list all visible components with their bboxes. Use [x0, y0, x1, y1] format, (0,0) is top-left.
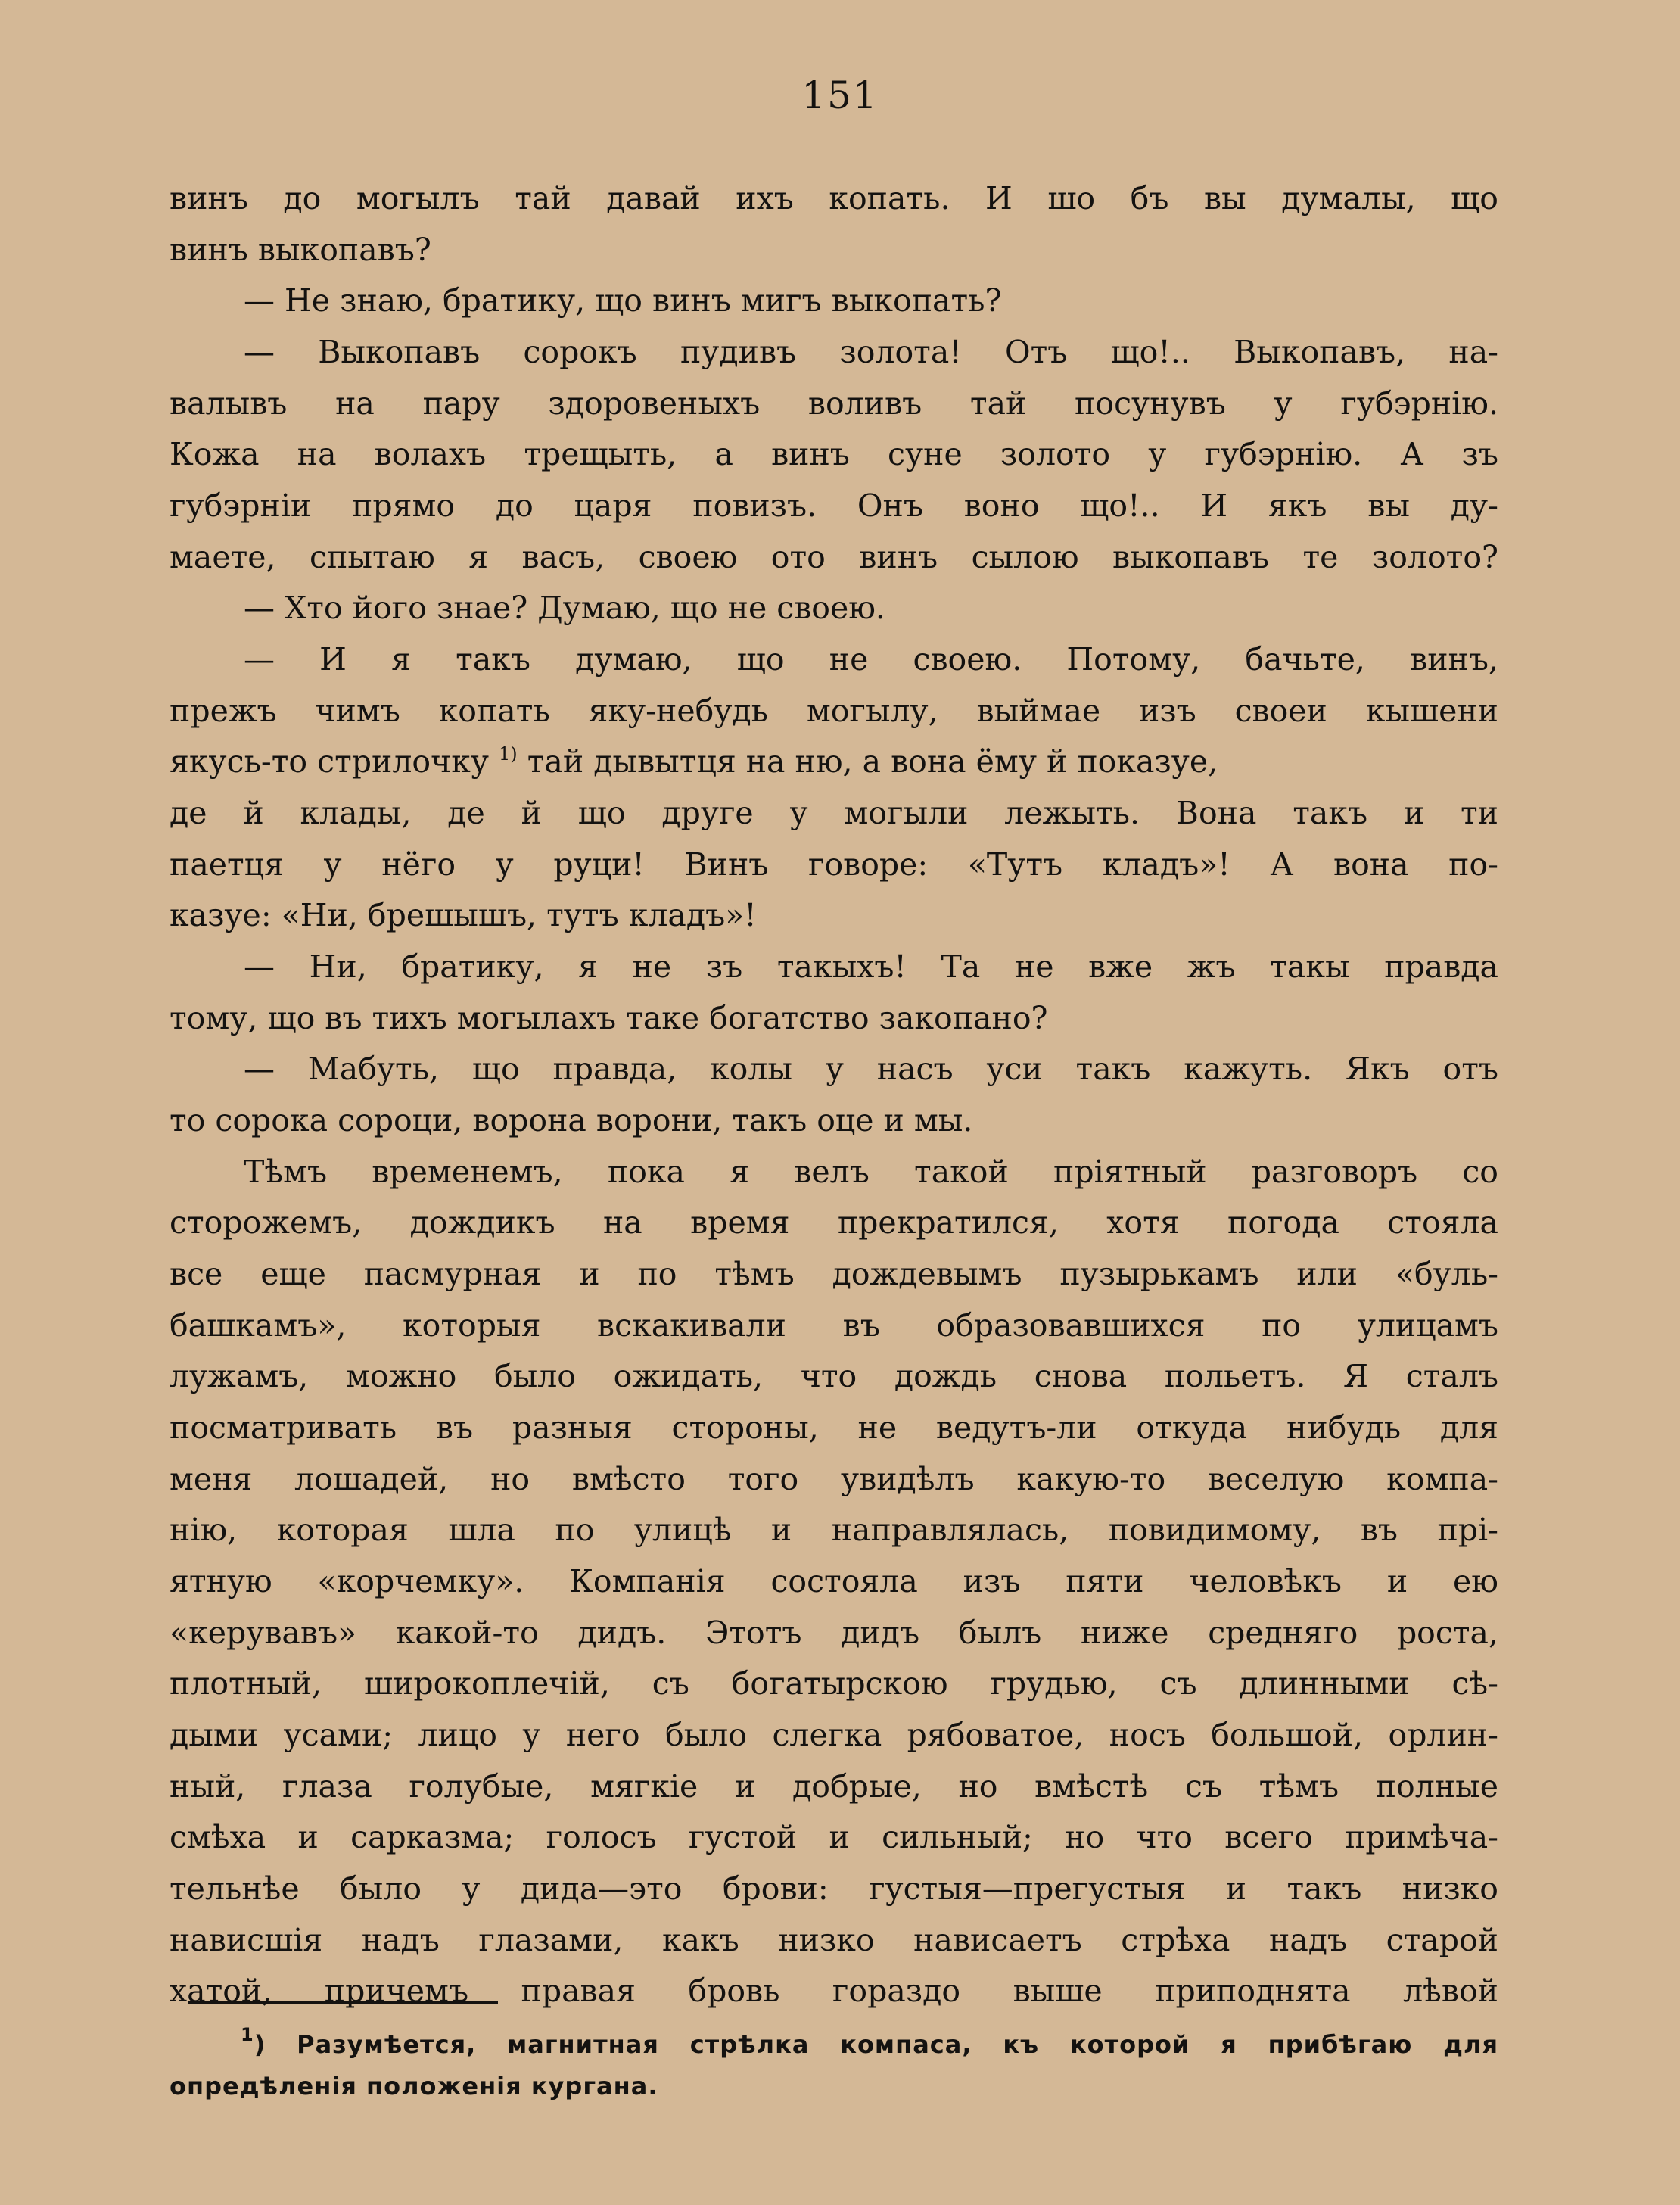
text-line: винъ выкопавъ?: [170, 232, 431, 268]
page-number: 151: [801, 73, 879, 117]
text-line: — Не знаю, братику, що винъ мигъ выкопать?: [244, 282, 1002, 319]
text-line: — И я такъ думаю, що не своею. Потому, бачьте, винъ,: [244, 641, 1498, 677]
text-line-with-footnote-ref: [170, 736, 1498, 787]
footnote-reference: [499, 743, 518, 765]
text-line: сторожемъ, дождикъ на время прекратился, хотя погода стояла: [170, 1204, 1498, 1241]
text-line: хатой, причемъ правая бровь гораздо выше приподнята лѣвой: [170, 1973, 1498, 2009]
text-line: паетця у нёго у руци! Винъ говоре: «Тутъ кладъ»! А вона по-: [170, 846, 1498, 883]
text-line: — Выкопавъ сорокъ пудивъ золота! Отъ що!.. Выкопавъ, на-: [244, 334, 1498, 370]
text-line: «керувавъ» какой-то дидъ. Этотъ дидъ былъ ниже средняго роста,: [170, 1615, 1498, 1651]
footnote-separator: [188, 2001, 498, 2004]
text-segment: тай дывытця на ню, а вона ёму й показуе,: [527, 743, 1218, 780]
text-line: посматривать въ разныя стороны, не ведутъ-ли откуда нибудь для: [170, 1409, 1498, 1446]
footnote-text: ) Разумѣется, магнитная стрѣлка компаса, къ которой я прибѣгаю для: [254, 2030, 1498, 2059]
text-line: лужамъ, можно было ожидать, что дождь снова польетъ. Я сталъ: [170, 1358, 1498, 1394]
text-segment: якусь-то стрилочку: [170, 743, 489, 780]
text-line: губэрнiи прямо до царя повизъ. Онъ воно що!.. И якъ вы ду-: [170, 487, 1498, 524]
text-line: валывъ на пару здоровеныхъ воливъ тай посунувъ у губэрнiю.: [170, 385, 1498, 422]
text-line: маете, спытаю я васъ, своею ото винъ сылою выкопавъ те золото?: [170, 539, 1498, 575]
text-line: тому, що въ тихъ могылахъ таке богатство закопано?: [170, 1000, 1048, 1036]
text-line: — Хто його знае? Думаю, що не своею.: [244, 590, 885, 626]
footnote-line: опредѣленiя положенiя кургана.: [170, 2072, 658, 2101]
text-line: — Мабуть, що правда, колы у насъ уси такъ кажуть. Якъ отъ: [244, 1051, 1498, 1087]
text-line: нависшiя надъ глазами, какъ низко нависаетъ стрѣха надъ старой: [170, 1922, 1498, 1958]
text-line: — Ни, братику, я не зъ такыхъ! Та не вже жъ такы правда: [244, 948, 1498, 985]
text-line: тельнѣе было у дида—это брови: густыя—прегустыя и такъ низко: [170, 1870, 1498, 1907]
text-line: плотный, широкоплечiй, съ богатырскою грудью, съ длинными сѣ-: [170, 1665, 1498, 1702]
footnote-reference-number: 1: [499, 743, 511, 765]
text-line: то сорока сороци, ворона ворони, такъ оце и мы.: [170, 1102, 973, 1138]
footnote-line: [241, 2024, 1498, 2065]
text-line: Кожа на волахъ трещыть, а винъ суне золото у губэрнiю. А зъ: [170, 436, 1498, 472]
text-line: ятную «корчемку». Компанiя состояла изъ пяти человѣкъ и ею: [170, 1563, 1498, 1599]
text-line: казуе: «Ни, брешышъ, тутъ кладъ»!: [170, 897, 757, 933]
text-line: башкамъ», которыя вскакивали въ образовавшихся по улицамъ: [170, 1307, 1498, 1344]
text-line: меня лошадей, но вмѣсто того увидѣлъ какую-то веселую компа-: [170, 1461, 1498, 1497]
text-line: винъ до могылъ тай давай ихъ копать. И шо бъ вы думалы, що: [170, 180, 1498, 216]
text-line: нiю, которая шла по улицѣ и направлялась, повидимому, въ прi-: [170, 1512, 1498, 1548]
text-line: прежъ чимъ копать яку-небудь могылу, выймае изъ своеи кышени: [170, 693, 1498, 729]
text-line: дыми усами; лицо у него было слегка рябоватое, носъ большой, орлин-: [170, 1717, 1498, 1753]
text-line: смѣха и сарказма; голосъ густой и сильный; но что всего примѣча-: [170, 1819, 1498, 1855]
text-line: ный, глаза голубые, мягкiе и добрые, но вмѣстѣ съ тѣмъ полные: [170, 1768, 1498, 1805]
footnote-number: 1: [241, 2024, 254, 2045]
text-line: Тѣмъ временемъ, пока я велъ такой прiятный разговоръ со: [244, 1154, 1498, 1190]
footnote-reference-paren: ): [510, 743, 518, 765]
text-line: де й клады, де й що друге у могыли лежыть. Вона такъ и ти: [170, 795, 1498, 831]
text-line: все еще пасмурная и по тѣмъ дождевымъ пузырькамъ или «буль-: [170, 1256, 1498, 1292]
